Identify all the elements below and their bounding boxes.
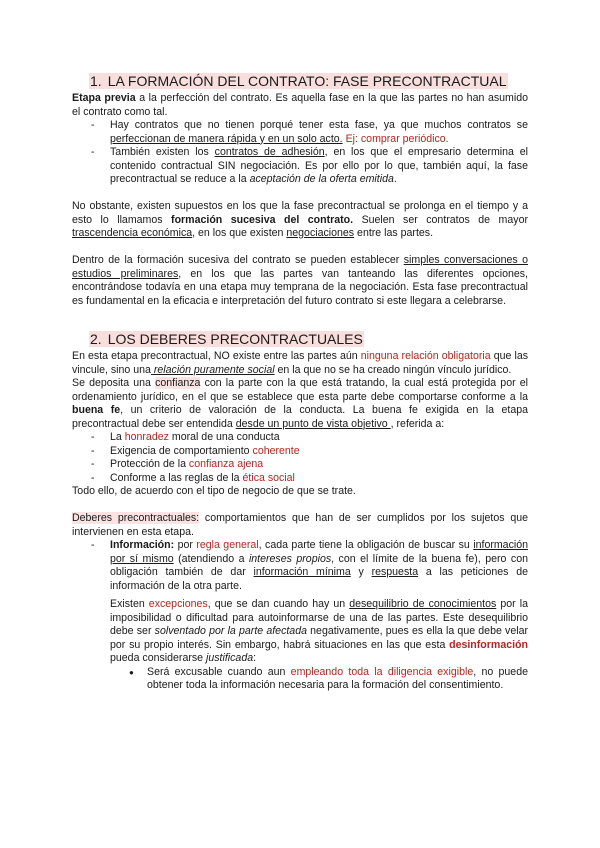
text: , que se dan cuando hay un [207, 598, 350, 610]
text: , un criterio de valoración de la conducta. La buena fe exigida en la etapa precontractual debe ser entendida [72, 404, 529, 430]
text: con la parte con la que está tratando, la cual está protegida por el ordenamiento jurídico, en el que se establece que esta parte debe comportarse conforme a la [72, 377, 528, 403]
text: No obstante, existen supuestos en los que la fase precontractual se prolonga en el tiempo y a esto lo llamamos [72, 200, 528, 226]
text: , en los que existen [192, 227, 287, 239]
paragraph [72, 92, 528, 119]
underlined-text: simples conversaciones o estudios preliminares [72, 254, 528, 280]
italic-text: justificada [206, 652, 254, 664]
text: pueda considerarse [110, 652, 206, 664]
list-item [91, 458, 528, 472]
bold-red-term: desinformación [449, 638, 528, 651]
underlined-text: perfeccionan de manera rápida y en un solo acto. [110, 132, 343, 145]
red-text: excepciones [148, 598, 208, 610]
text: moral de una conducta [168, 431, 280, 443]
text: Exigencia de comportamiento [110, 444, 253, 457]
list-item [91, 146, 528, 187]
bold-term: Etapa previa [72, 92, 136, 104]
text: , referida a: [390, 417, 445, 430]
text: Dentro de la formación sucesiva del contrato se pueden establecer [72, 254, 404, 266]
paragraph [72, 350, 528, 377]
text: , cada parte tiene la obligación de buscar su [258, 539, 474, 551]
text: negativamente, pues es ella la que debe velar por su propio interés. Sin embargo, habrá situaciones en las que esta [110, 625, 528, 651]
italic-text: aceptación de la oferta emitida [249, 173, 394, 185]
highlighted-text: confianza [155, 377, 201, 389]
underlined-italic-text: relación puramente social [150, 363, 275, 376]
list-item [91, 472, 528, 486]
italic-text: intereses propios [248, 552, 332, 565]
red-text: honradez [124, 431, 169, 443]
paragraph [72, 254, 528, 308]
text: En esta etapa precontractual, NO existe entre las partes aún [72, 350, 361, 362]
text: . [393, 173, 397, 185]
underlined-text: desequilibrio de conocimientos [349, 598, 497, 610]
red-text: Ej: comprar periódico. [342, 132, 449, 145]
section-1-number: 1. [90, 73, 102, 89]
text: , en los que las partes van tanteando las diferentes opciones, encontrándose todavía en una etapa muy temprana de la negociación. Esta fase precontractual es fundamental en la eficacia e interpretación del futuro contrato si este llegara a celebrarse. [72, 267, 528, 307]
dash-list [72, 119, 528, 187]
text: que las vincule, sino una [72, 350, 529, 376]
text: (atendiendo a [173, 552, 249, 565]
underlined-text: trascendencia económica [72, 227, 193, 239]
text: , no puede obtener toda la información necesaria para la formación del consentimiento. [147, 665, 528, 691]
list-item [91, 539, 528, 593]
text: por [174, 539, 197, 551]
paragraph [72, 377, 528, 431]
underlined-text: contratos de adhesión [214, 146, 325, 158]
underlined-text: información mínima [253, 566, 351, 578]
text: Suelen ser contratos de mayor [353, 213, 528, 226]
bold-term: formación sucesiva del contrato. [171, 213, 354, 226]
text: entre las partes. [354, 227, 434, 239]
text: La [110, 431, 125, 443]
underlined-text: negociaciones [286, 227, 355, 239]
text: por la imposibilidad o dificultad para autoinformarse de una de las partes. Este desequilibrio debe ser [110, 598, 528, 637]
red-text: confianza ajena [188, 458, 264, 470]
red-text: regla general [196, 539, 259, 551]
document-page [72, 72, 528, 693]
text: comportamientos que han de ser cumplidos por los sujetos que intervienen en esta etapa. [72, 512, 528, 538]
bold-term: Información: [110, 539, 175, 551]
text: y [350, 566, 372, 578]
paragraph [72, 512, 528, 539]
text: : [253, 652, 257, 664]
text: en la que no se ha creado ningún vínculo jurídico. [274, 363, 512, 376]
text: Existen [110, 598, 149, 610]
italic-text: solventado por la parte afectada [154, 625, 307, 637]
underlined-text: información por sí mismo [110, 539, 529, 565]
list-item [91, 445, 528, 459]
section-2-number: 2. [90, 331, 102, 347]
text: a las peticiones de información de la otra parte. [110, 566, 529, 592]
list-item [91, 431, 528, 445]
underlined-text: desde un punto de vista objetivo [235, 417, 391, 430]
text: Se deposita una [72, 377, 156, 389]
list-item [129, 666, 528, 693]
bullet-list [72, 666, 528, 693]
text: Hay contratos que no tienen porqué tener esta fase, ya que muchos contratos se [110, 119, 528, 131]
paragraph: Todo ello, de acuerdo con el tipo de negocio de que se trate. [72, 485, 356, 497]
red-text: coherente [252, 444, 300, 457]
section-2-title: LOS DEBERES PRECONTRACTUALES [107, 331, 363, 347]
red-text: ninguna relación obligatoria [360, 350, 491, 362]
red-text: empleando toda la diligencia exigible [290, 665, 474, 678]
paragraph [72, 200, 528, 241]
section-1-title: LA FORMACIÓN DEL CONTRATO: FASE PRECONTRACTUAL [107, 73, 507, 89]
bold-term: buena fe [72, 404, 121, 416]
text: Conforme a las reglas de la [110, 471, 243, 484]
section-1-heading [89, 72, 528, 90]
dash-list [72, 431, 528, 485]
red-text: ética social [242, 471, 295, 484]
paragraph [72, 598, 528, 666]
text: También existen los [110, 146, 215, 158]
underlined-text: respuesta [371, 566, 419, 578]
text: , en los que el empresario determina el contenido contractual SIN negociación. Es por ello por lo que, también aquí, la fase precontractual se reduce a la [110, 146, 529, 185]
section-2-heading [89, 330, 528, 348]
text: a la perfección del contrato. Es aquella fase en la que las partes no han asumido el contrato como tal. [72, 92, 528, 118]
dash-list [72, 539, 528, 593]
list-item [91, 119, 528, 146]
text: , con el límite de la buena fe), pero con obligación también de dar [110, 552, 528, 578]
highlighted-text: Deberes precontractuales: [72, 512, 200, 524]
text: Protección de la [110, 458, 189, 470]
text: Será excusable cuando aun [147, 665, 291, 678]
